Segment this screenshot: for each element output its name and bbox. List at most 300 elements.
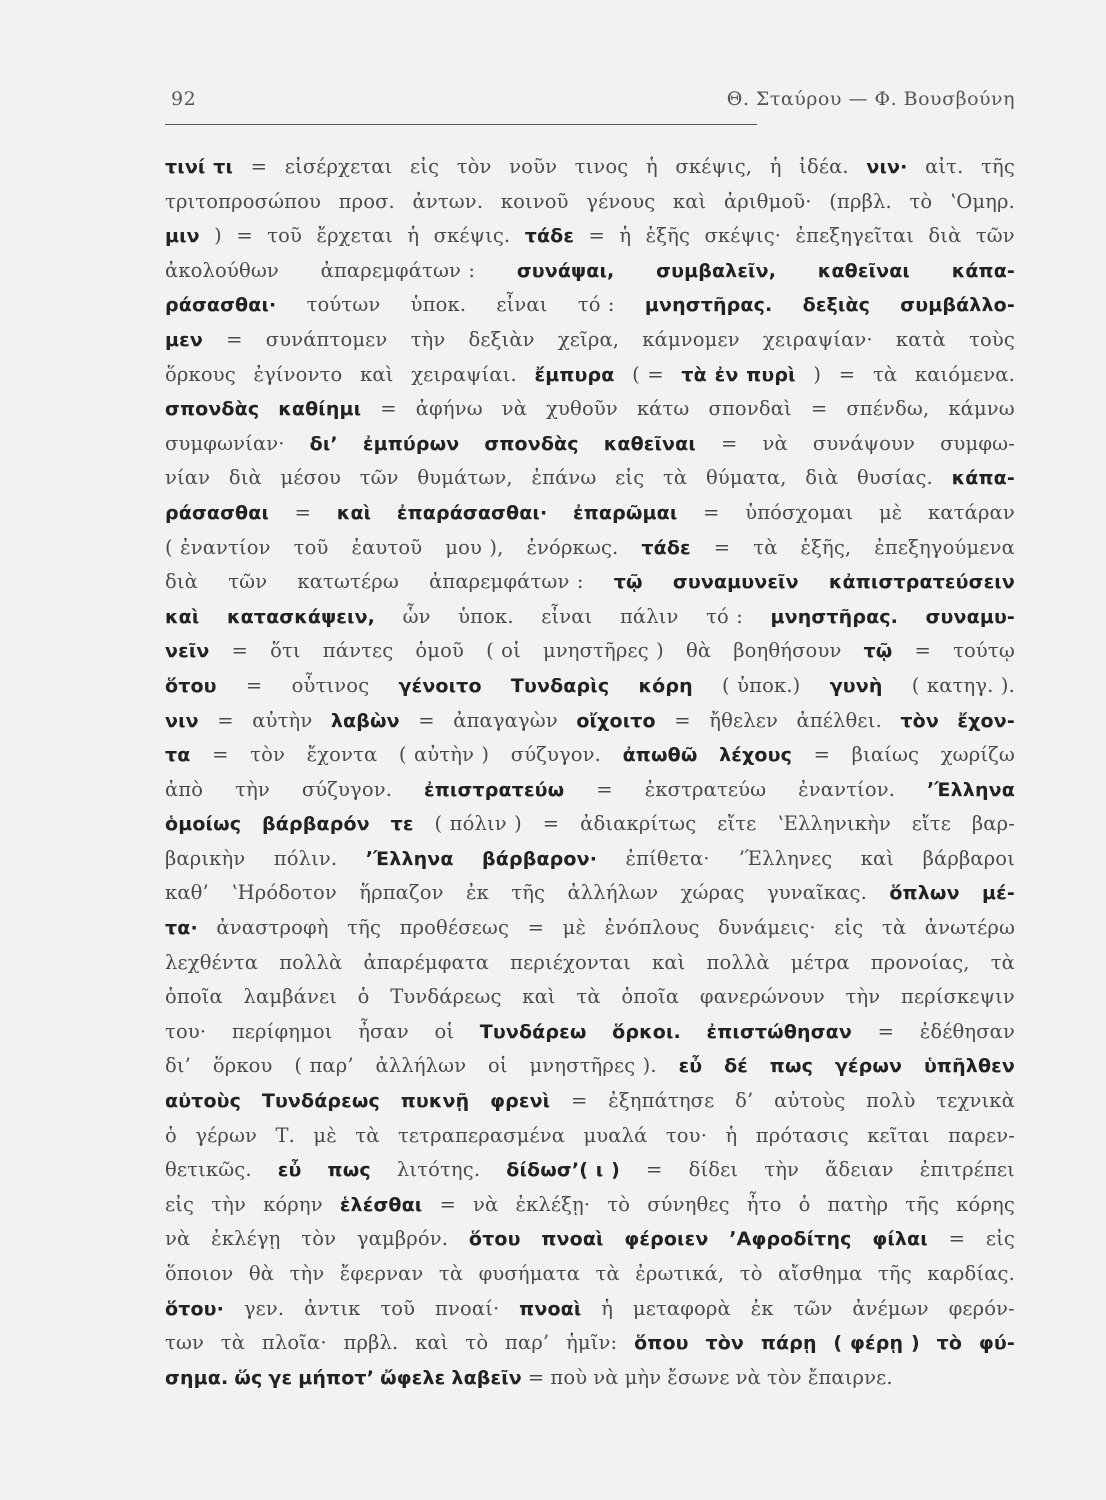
gloss-text: πολλὰ: [279, 950, 343, 974]
gloss-text: δ’: [735, 1089, 754, 1113]
lemma-term: Τυνδάρεω: [479, 1020, 587, 1043]
lemma-term: οἴχοιτο: [576, 709, 656, 732]
lemma-term: νεῖν: [165, 640, 210, 663]
text-line: [165, 1188, 1015, 1223]
gloss-text: προνοίας,: [870, 950, 970, 974]
lemma-term: ἐπιστώθησαν: [706, 1020, 852, 1043]
gloss-text: τοῦ: [267, 224, 303, 248]
lemma-term: σημα.: [165, 1366, 229, 1389]
gloss-text: νὰ: [473, 1192, 499, 1216]
gloss-text: νὰ: [165, 1227, 191, 1251]
gloss-text: ἀνέμων: [852, 1296, 929, 1320]
lemma-term: δι’: [309, 432, 338, 455]
lemma-term: ὁμοίως: [165, 813, 242, 836]
gloss-text: μὲ: [562, 916, 587, 940]
gloss-text: τό :: [577, 293, 615, 317]
lemma-term: πνοαὶ: [519, 1297, 582, 1320]
lemma-term: πως: [769, 1055, 814, 1078]
gloss-text: εἶναι: [541, 604, 593, 628]
gloss-text: ὁμοῦ: [415, 639, 465, 663]
gloss-text: =: [877, 1019, 895, 1043]
lemma-term: τάδε: [524, 225, 575, 248]
gloss-text: ἔφερναν: [339, 1262, 424, 1285]
gloss-text: =: [294, 500, 312, 524]
gloss-text: γυναῖκας.: [766, 881, 867, 905]
gloss-text: τὴν: [211, 1192, 246, 1216]
gloss-text: τὸ: [909, 189, 933, 213]
lemma-term: συμβαλεῖν,: [656, 259, 777, 282]
gloss-text: προθέσεως: [399, 916, 510, 940]
gloss-text: =: [245, 673, 263, 697]
gloss-text: Τυνδάρεως: [390, 985, 502, 1009]
text-line: [165, 738, 1015, 773]
gloss-text: περιέχονται: [510, 950, 631, 974]
gloss-text: ἐπίθετα·: [625, 846, 710, 870]
gloss-text: σκέψις.: [433, 224, 511, 248]
text-line: [165, 1119, 1015, 1154]
gloss-text: =: [380, 397, 397, 421]
text-line: [165, 150, 1015, 185]
gloss-text: ἔπαιρνε.: [807, 1365, 893, 1389]
gloss-text: ): [813, 362, 822, 386]
gloss-text: καρδίας.: [927, 1262, 1015, 1285]
gloss-text: διὰ: [228, 466, 262, 490]
gloss-text: καὶ: [672, 189, 707, 213]
gloss-text: ἐρωτικά,: [635, 1262, 725, 1285]
gloss-text: τῆς: [877, 1262, 912, 1285]
gloss-text: δι’: [165, 1054, 192, 1078]
lemma-term: νιν·: [866, 156, 908, 178]
gloss-text: του·: [165, 1019, 207, 1043]
lemma-term: συναμυνεῖν: [672, 571, 799, 594]
text-line: [165, 427, 1015, 462]
gloss-text: ὅτι: [270, 639, 301, 663]
gloss-text: λιτότης.: [396, 1158, 481, 1182]
gloss-text: γέρων: [195, 1123, 258, 1147]
gloss-text: τούτων: [306, 293, 381, 317]
lemma-term: φέροιεν: [624, 1228, 709, 1251]
text-line: [165, 946, 1015, 981]
gloss-text: τοὺς: [969, 327, 1015, 351]
gloss-text: =: [217, 708, 234, 732]
lemma-term: ἑλέσθαι: [339, 1193, 423, 1216]
gloss-text: =: [646, 1158, 663, 1182]
gloss-text: αἰτ.: [925, 155, 964, 178]
gloss-text: τό :: [706, 604, 743, 628]
gloss-text: τὰ: [576, 985, 601, 1009]
gloss-text: κατὰ: [895, 327, 946, 351]
gloss-text: τὴν: [845, 985, 881, 1009]
gloss-text: ὑποκ.: [410, 293, 467, 317]
lemma-term: ἐπαρῶμαι: [572, 501, 678, 524]
gloss-text: ἦτο: [746, 1192, 782, 1216]
lemma-term: ἐμπύρων: [362, 432, 460, 455]
gloss-text: βάρβαροι: [922, 846, 1015, 870]
lemma-term: φύ-: [978, 1332, 1015, 1355]
gloss-text: ὑποκ.: [458, 604, 514, 628]
gloss-text: τὰ: [753, 535, 778, 559]
lemma-term: μνηστῆρας.: [644, 294, 773, 317]
gloss-text: ἡ: [407, 224, 420, 248]
gloss-text: ( ὑποκ.): [722, 673, 801, 697]
gloss-text: τὴν: [764, 1158, 800, 1182]
lemma-term: μήποτ’: [298, 1366, 375, 1389]
lemma-term: Τυνδαρὶς: [510, 674, 610, 697]
gloss-text: καιόμενα.: [914, 362, 1015, 386]
gloss-text: μὲ: [878, 500, 903, 524]
gloss-text: νὰ: [762, 431, 788, 455]
gloss-text: καὶ: [522, 985, 556, 1009]
text-line: [165, 876, 1015, 911]
gloss-text: ἐναντίον.: [798, 777, 896, 801]
text-line: [165, 323, 1015, 358]
lemma-term: πυκνῇ: [400, 1090, 470, 1113]
lemma-term: ὅπου: [634, 1332, 689, 1355]
gloss-text: ἡ: [769, 155, 782, 178]
text-line: [165, 1361, 1015, 1396]
text-line: [165, 254, 1015, 289]
gloss-text: ὅρκου: [212, 1054, 273, 1078]
gloss-text: ποὺ: [550, 1365, 588, 1389]
lemma-term: συναμυ-: [925, 605, 1015, 628]
lemma-term: μνηστῆρας.: [770, 605, 899, 628]
lemma-term: τὸν: [900, 709, 939, 732]
lemma-term: καθίημι: [278, 398, 362, 421]
gloss-text: ( αὐτὴν ): [398, 743, 490, 767]
gloss-text: σκέψις,: [675, 155, 753, 178]
gloss-text: οὗτινος: [291, 673, 370, 697]
gloss-text: ἀπαγαγὼν: [453, 708, 558, 732]
gloss-text: καὶ: [860, 846, 895, 870]
gloss-text: =: [527, 1365, 545, 1389]
gloss-text: χώρας: [680, 881, 745, 905]
gloss-text: ἑξῆς: [645, 224, 691, 248]
gloss-text: βαρικὴν: [165, 846, 246, 870]
gloss-text: τὰ: [220, 1331, 246, 1355]
gloss-text: τὰ: [595, 1262, 620, 1285]
gloss-text: =: [571, 1089, 588, 1113]
text-line: [165, 669, 1015, 704]
gloss-text: θὰ: [248, 1262, 275, 1285]
gloss-text: προσ.: [338, 189, 395, 213]
gloss-text: ἡ: [725, 1123, 738, 1147]
text-line: [165, 288, 1015, 323]
gloss-text: καὶ: [360, 362, 394, 386]
gloss-text: κοινοῦ: [500, 189, 569, 213]
page-header: [165, 88, 1015, 118]
gloss-text: τὸν: [301, 1227, 337, 1251]
lemma-term: τα·: [165, 917, 198, 940]
gloss-text: ἀδιακρίτως: [580, 812, 697, 836]
lemma-term: εὖ: [678, 1055, 703, 1078]
gloss-text: θύματα,: [705, 466, 787, 490]
lemma-term: φίλαι: [872, 1228, 928, 1251]
gloss-text: οἱ: [488, 1054, 508, 1078]
gloss-text: ἥρπαζον: [359, 881, 444, 905]
gloss-text: =: [418, 708, 435, 732]
gloss-text: ἀπὸ: [165, 777, 204, 801]
gloss-text: πνοαί·: [435, 1296, 500, 1320]
text-line: [165, 704, 1015, 739]
gloss-text: τοῦ: [293, 535, 329, 559]
gloss-text: κάμνομεν: [642, 327, 740, 351]
gloss-text: ἀπαρέμφατα: [363, 950, 490, 974]
lemma-term: τὰ ἐν πυρὶ: [681, 363, 796, 386]
gloss-text: ἀπέλθει.: [796, 708, 882, 732]
gloss-text: =: [948, 1227, 966, 1251]
gloss-text: εἰς: [165, 1192, 195, 1216]
gloss-text: εἰς: [615, 466, 645, 490]
gloss-text: =: [810, 397, 828, 421]
gloss-text: ἀριθμοῦ·: [723, 189, 812, 213]
gloss-text: αἴσθημα: [778, 1262, 863, 1285]
lemma-term: σπονδὰς: [484, 432, 579, 455]
gloss-text: θυμάτων,: [417, 466, 513, 490]
gloss-text: θετικῶς.: [165, 1158, 252, 1182]
text-line: [165, 565, 1015, 600]
lemma-term: κάπα-: [951, 259, 1015, 282]
gloss-text: ἀπαρεμφάτων :: [320, 258, 476, 282]
gloss-text: φανερώνουν: [699, 985, 825, 1009]
gloss-text: πάντες: [322, 639, 394, 663]
gloss-text: ( πόλιν ): [434, 812, 522, 836]
gloss-text: μεταφορὰ: [632, 1296, 731, 1320]
gloss-text: ἐπεξηγεῖται: [795, 224, 915, 248]
gloss-text: εἴτε: [911, 812, 951, 836]
lemma-term: τῷ: [863, 640, 893, 663]
gloss-text: τετραπερασμένα: [397, 1123, 566, 1147]
gloss-text: πόλιν.: [273, 846, 338, 870]
gloss-text: τῆς: [347, 916, 382, 940]
lemma-term: μεν: [165, 328, 203, 351]
gloss-text: νὰ: [501, 397, 528, 421]
gloss-text: σύνηθες: [647, 1192, 730, 1216]
gloss-text: ὁποῖα: [165, 985, 223, 1009]
gloss-text: τὰ: [438, 1262, 464, 1285]
lemma-term: αὐτοὺς: [165, 1090, 242, 1113]
gloss-text: τῶν: [793, 1296, 833, 1320]
gloss-text: παρ’: [505, 1331, 550, 1355]
gloss-text: ἐξηπάτησε: [608, 1089, 715, 1113]
gloss-text: ἑξῆς,: [800, 535, 852, 559]
gloss-text: παρεν-: [948, 1123, 1015, 1147]
gloss-text: ἄδειαν: [825, 1158, 894, 1182]
lemma-term: τὸν: [705, 1332, 745, 1355]
gloss-text: τῶν: [228, 570, 268, 594]
lemma-term: μέ-: [982, 882, 1015, 905]
gloss-text: λαμβάνει: [243, 985, 337, 1009]
gloss-text: τῆς: [905, 1192, 940, 1216]
lemma-term: ὤφελε: [380, 1366, 446, 1389]
gloss-text: κάτω: [636, 397, 690, 421]
gloss-text: πατὴρ: [827, 1192, 889, 1216]
gloss-text: ἔσωνε: [667, 1365, 730, 1389]
lemma-term: ἀπωθῶ: [622, 744, 698, 767]
gloss-text: τὰ: [355, 1123, 380, 1147]
gloss-text: ): [214, 224, 222, 248]
gloss-text: ἀντων.: [412, 189, 484, 213]
lemma-term: καὶ: [336, 501, 372, 524]
gloss-text: εἰς: [834, 916, 864, 940]
lemma-term: τε: [390, 813, 414, 836]
gloss-text: ὁ: [798, 1192, 811, 1216]
lemma-term: καθεῖναι: [817, 259, 910, 282]
gloss-text: =: [226, 327, 243, 351]
gloss-text: ὁποῖα: [621, 985, 680, 1009]
gloss-text: φερόν-: [948, 1296, 1015, 1320]
gloss-text: =: [236, 224, 253, 248]
gloss-text: διὰ: [928, 224, 962, 248]
gloss-text: λεχθέντα: [165, 950, 259, 974]
lemma-term: βάρβαρον·: [482, 847, 598, 870]
gloss-text: ἀφήνω: [415, 397, 483, 421]
gloss-text: πλοῖα·: [261, 1331, 327, 1355]
lemma-term: καθεῖναι: [603, 432, 696, 455]
gloss-text: ἐπεξηγούμενα: [874, 535, 1015, 559]
gloss-text: ἀντικ: [304, 1296, 361, 1320]
gloss-text: σύζυγον.: [510, 743, 602, 767]
gloss-text: κόρην: [263, 1192, 323, 1216]
text-line: [165, 358, 1015, 393]
text-line: [165, 461, 1015, 496]
gloss-text: κεῖται: [867, 1123, 930, 1147]
gloss-text: ἐκλέξῃ·: [515, 1192, 591, 1216]
gloss-text: σκέψις·: [704, 224, 782, 248]
gloss-text: αὐτοὺς: [774, 1089, 846, 1113]
gloss-text: εἰς: [410, 155, 440, 178]
gloss-text: πάλιν: [619, 604, 679, 628]
lemma-term: ʼΑφροδίτης: [729, 1228, 852, 1251]
gloss-text: ἡμῖν:: [566, 1331, 618, 1355]
gloss-text: βοηθήσουν: [733, 639, 842, 663]
gloss-text: τῶν: [975, 224, 1015, 248]
gloss-text: μέτρα: [790, 950, 850, 974]
gloss-text: ἐνόρκως.: [526, 535, 619, 559]
gloss-text: κόρης: [956, 1192, 1015, 1216]
gloss-text: τριτοπροσώπου: [165, 189, 322, 213]
text-line: [165, 634, 1015, 669]
gloss-text: ( ἐναντίον: [165, 535, 271, 559]
gloss-text: =: [838, 362, 856, 386]
lemma-term: ὅτου: [165, 674, 217, 697]
lemma-term: νιν: [165, 709, 199, 732]
gloss-text: =: [674, 708, 691, 732]
lemma-term: καὶ: [165, 605, 200, 628]
lemma-term: ὥς: [234, 1366, 263, 1389]
gloss-text: γένους: [586, 189, 656, 213]
lemma-term: ὅτου·: [165, 1297, 225, 1320]
gloss-text: διὰ: [165, 570, 199, 594]
lemma-term: τινί τι: [165, 156, 234, 178]
gloss-text: βαρ-: [971, 812, 1015, 836]
gloss-text: πρβλ.: [343, 1331, 399, 1355]
gloss-text: ἐδέθησαν: [919, 1019, 1015, 1043]
gloss-text: δεξιὰν: [468, 327, 535, 351]
gloss-text: των: [165, 1331, 204, 1355]
gloss-text: μὴν: [624, 1365, 662, 1389]
gloss-text: τὸ: [607, 1192, 631, 1216]
gloss-text: δυνάμεις·: [718, 916, 816, 940]
gloss-text: =: [596, 777, 613, 801]
gloss-text: ἐπιτρέπει: [919, 1158, 1015, 1182]
text-line: [165, 1015, 1015, 1050]
lemma-term: ʼΈλληνα: [927, 778, 1015, 801]
gloss-text: ἡ: [601, 1296, 614, 1320]
lemma-term: δεξιὰς: [802, 294, 871, 317]
text-line: [165, 842, 1015, 877]
gloss-text: (πρβλ.: [829, 189, 892, 213]
gloss-text: ( παρ’: [294, 1054, 354, 1078]
gloss-text: =: [212, 743, 229, 767]
text-line: [165, 980, 1015, 1015]
gloss-text: οἱ: [434, 1019, 455, 1043]
gloss-text: ἔχοντα: [306, 743, 378, 767]
gloss-text: καὶ: [415, 1331, 449, 1355]
gloss-text: ἡ: [645, 155, 658, 178]
lemma-term: πάρῃ: [760, 1332, 817, 1355]
commentary-text: [165, 150, 1015, 1395]
text-line: [165, 911, 1015, 946]
lemma-term: τάδε: [641, 536, 691, 559]
gloss-text: βιαίως: [851, 743, 920, 767]
gloss-text: ἐνόπλους: [604, 916, 700, 940]
lemma-term: γένοιτο: [398, 674, 482, 697]
lemma-term: ὅτου: [468, 1228, 521, 1251]
gloss-text: =: [542, 812, 560, 836]
lemma-term: πως: [327, 1159, 371, 1182]
gloss-text: =: [439, 1192, 456, 1216]
gloss-text: γεν.: [243, 1296, 285, 1320]
lemma-term: ράσασθαι·: [165, 294, 277, 317]
gloss-text: ὁ: [357, 985, 370, 1009]
lemma-term: δίδωσ’( ι ): [506, 1159, 620, 1182]
text-line: [165, 1257, 1015, 1292]
text-line: [165, 773, 1015, 808]
gloss-text: εἶναι: [496, 293, 548, 317]
gloss-text: μυαλά: [583, 1123, 648, 1147]
gloss-text: Τ.: [275, 1123, 295, 1147]
gloss-text: =: [527, 916, 545, 940]
gloss-text: ἀνωτέρω: [924, 916, 1015, 940]
gloss-text: συμφωνίαν·: [165, 431, 285, 455]
gloss-text: τῆς: [981, 155, 1015, 178]
gloss-text: εἰς: [985, 1227, 1015, 1251]
lemma-term: σπονδὰς: [165, 398, 260, 421]
text-line: [165, 1084, 1015, 1119]
gloss-text: τὰ: [872, 362, 898, 386]
gloss-text: ἦσαν: [358, 1019, 409, 1043]
lemma-term: βάρβαρόν: [262, 813, 370, 836]
lemma-term: δέ: [724, 1055, 748, 1078]
gloss-text: χυθοῦν: [546, 397, 618, 421]
gloss-text: τινος: [574, 155, 629, 178]
lemma-term: συμβάλλο-: [900, 294, 1015, 317]
running-title: Θ. Σταύρου — Φ. Βουσβούνη: [726, 88, 1015, 110]
gloss-text: νὰ: [593, 1365, 619, 1389]
page-number: 92: [171, 88, 197, 110]
gloss-text: ( =: [632, 362, 664, 386]
text-line: [165, 496, 1015, 531]
gloss-text: θὰ: [685, 639, 712, 663]
gloss-text: =: [713, 535, 731, 559]
gloss-text: τὴν: [410, 327, 446, 351]
gloss-text: τὰ: [662, 466, 688, 490]
lemma-term: τα: [165, 744, 191, 767]
gloss-text: τούτῳ: [953, 639, 1015, 663]
gloss-text: ʽΟμηρ.: [949, 189, 1015, 213]
lemma-term: ἐπιστρατεύω: [424, 778, 565, 801]
gloss-text: κατωτέρω: [297, 570, 399, 594]
